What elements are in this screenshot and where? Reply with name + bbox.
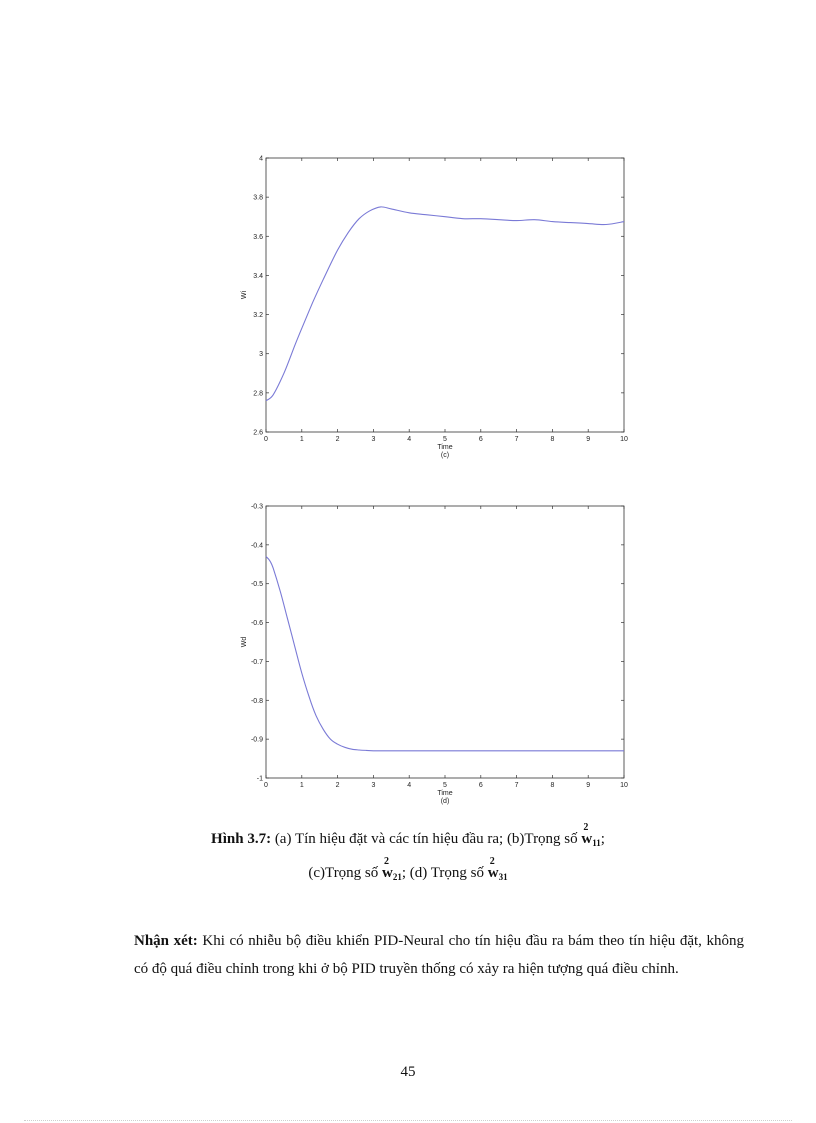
weight-w31: w 2 $_{31}$ [487,856,508,882]
x-tick-label: 7 [514,782,519,789]
figure-caption-line1: Hình 3.7: (a) Tín hiệu đặt và các tín hiệu đầu ra; (b)Trọng số w 2 $_{11}$; [211,822,605,848]
y-tick-label: -0.6 [250,620,263,628]
x-tick-label: 7 [514,436,519,443]
footer-divider [24,1120,792,1121]
x-tick-label: 6 [478,436,483,443]
x-tick-label: 3 [371,436,376,443]
y-tick-label: -0.3 [250,503,263,511]
x-tick-label: 9 [586,436,591,443]
x-tick-label: 9 [586,782,591,789]
x-tick-label: 10 [620,782,628,789]
y-tick-label: 3 [259,351,263,359]
y-tick-label: 4 [259,155,263,163]
y-tick-label: -1 [256,775,263,783]
x-tick-label: 0 [264,782,268,789]
caption-text-2: (c)Trọng số [308,865,383,881]
panel-label: (d) [440,798,450,805]
caption-text-1: (a) Tín hiệu đặt và các tín hiệu đầu ra; (b)Trọng số [271,831,578,847]
y-tick-label: -0.7 [250,658,263,666]
y-tick-label: 3.8 [253,194,263,202]
weight-w11: w 2 $_{11}$ [581,822,601,848]
x-tick-label: 10 [620,436,628,443]
x-tick-label: 4 [407,782,412,789]
x-tick-label: 4 [407,436,412,443]
y-tick-label: 2.8 [253,390,263,398]
x-axis-label: Time [437,444,453,451]
weight-w21: w 2 $_{21}$ [382,856,402,882]
x-tick-label: 6 [478,782,483,789]
x-tick-label: 8 [550,782,555,789]
x-tick-label: 5 [443,782,447,789]
remark-paragraph [134,927,744,983]
figure-caption-line2 [0,856,816,882]
x-tick-label: 8 [550,436,555,443]
x-tick-label: 2 [335,782,340,789]
x-tick-label: 5 [443,436,447,443]
chart-wd [232,498,642,814]
x-tick-label: 1 [299,782,304,789]
y-tick-label: 3.2 [253,312,263,320]
x-tick-label: 1 [299,436,304,443]
x-axis-label: Time [437,790,453,797]
y-tick-label: -0.4 [250,542,263,550]
y-tick-label: 3.4 [253,272,263,280]
y-tick-label: -0.8 [250,697,263,705]
y-tick-label: 3.6 [253,233,263,241]
plot-frame [266,506,624,778]
y-axis-label: Wi [241,290,248,300]
y-tick-label: 2.6 [253,429,263,437]
caption-text-3: ; (d) Trọng số [401,865,488,881]
y-tick-label: -0.5 [250,581,263,589]
x-tick-label: 2 [335,436,340,443]
chart-wi [232,150,642,470]
panel-label: (c) [440,452,450,459]
remark-label: Nhận xét: [134,933,198,949]
plot-frame [266,158,624,432]
x-tick-label: 3 [371,782,376,789]
y-tick-label: -0.9 [250,736,263,744]
page-number: 45 [400,1064,416,1080]
remark-text: Khi có nhiễu bộ điều khiển PID-Neural cho tín hiệu đầu ra bám theo tín hiệu đặt, không có độ quá điều chỉnh trong khi ở bộ PID truyền thống có xảy ra hiện tượng quá điều chỉnh. [134,933,745,977]
caption-label: Hình 3.7: [211,831,272,847]
y-axis-label: Wd [241,636,248,648]
x-tick-label: 0 [264,436,268,443]
